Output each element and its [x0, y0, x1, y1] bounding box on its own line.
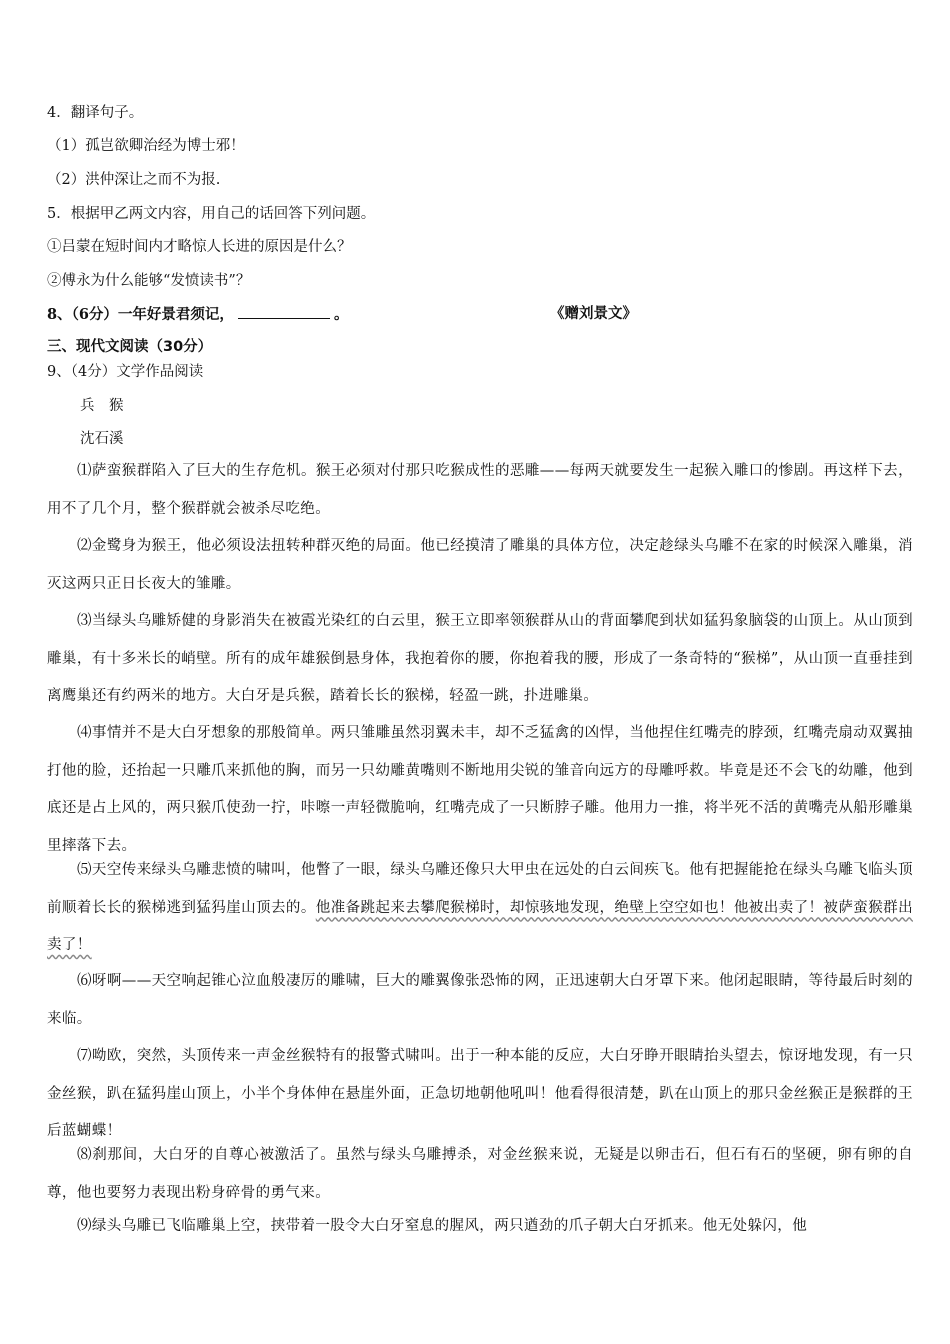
- story-paragraph-6: ⑹呀啊——天空响起锥心泣血般凄厉的雕啸，巨大的雕翼像张恐怖的网，正迅速朝大白牙罩下来。他闭起眼睛，等待最后时刻的来临。: [47, 973, 913, 1027]
- q5-question-b: ②傅永为什么能够“发愤读书”？: [47, 273, 251, 289]
- q5-heading: 5．根据甲乙两文内容，用自己的话回答下列问题。: [47, 206, 376, 222]
- q4-sentence-2: （2）洪仲深让之而不为报.: [47, 172, 221, 188]
- story-paragraph-9: ⑼绿头乌雕已飞临雕巢上空，挟带着一股令大白牙窒息的腥风，两只遒劲的爪子朝大白牙抓来。他无处躲闪，他: [77, 1218, 808, 1234]
- section-3-heading: 三、现代文阅读（30分）: [47, 339, 213, 355]
- q4-heading: 4．翻译句子。: [47, 105, 144, 121]
- story-paragraph-8: ⑻刹那间，大白牙的自尊心被激活了。虽然与绿头乌雕搏杀，对金丝猴来说，无疑是以卵击石，但石有石的坚硬，卵有卵的自尊，他也要努力表现出粉身碎骨的勇气来。: [47, 1147, 913, 1201]
- q8-line: [47, 304, 348, 325]
- story-title: 兵 猴: [80, 398, 124, 414]
- q8-suffix: 。: [333, 306, 349, 323]
- story-paragraph-5: ⑸天空传来绿头乌雕悲愤的啸叫，他瞥了一眼，绿头乌雕还像只大甲虫在远处的白云间疾飞。他有把握能抢在绿头乌雕飞临头顶前顺着长长的猴梯逃到猛犸崖山顶去的。他准备跳起来去攀爬猴梯时，却惊骇地发现，绝壁上空空如也！他被出卖了！被萨蛮猴群出卖了！: [47, 862, 913, 953]
- q8-source: 《赠刘景文》: [550, 305, 637, 322]
- q4-sentence-1: （1）孤岂欲卿治经为博士邪！: [47, 138, 245, 154]
- story-paragraph-1: ⑴萨蛮猴群陷入了巨大的生存危机。猴王必须对付那只吃猴成性的恶雕——每两天就要发生一起猴入雕口的惨剧。再这样下去，用不了几个月，整个猴群就会被杀尽吃绝。: [47, 463, 913, 517]
- story-paragraph-4: ⑷事情并不是大白牙想象的那般简单。两只雏雕虽然羽翼未丰，却不乏猛禽的凶悍，当他捏住红嘴壳的脖颈，红嘴壳扇动双翼抽打他的脸，还抬起一只雕爪来抓他的胸，而另一只幼雕黄嘴则不断地用尖锐的雏音向远方的母雕呼救。毕竟是还不会飞的幼雕，他到底还是占上风的，两只猴爪使劲一拧，咔嚓一声轻微脆响，红嘴壳成了一只断脖子雕。他用力一推，将半死不活的黄嘴壳从船形雕巢里摔落下去。: [47, 725, 913, 854]
- q9-heading: 9、（4分）文学作品阅读: [47, 364, 204, 380]
- story-author: 沈石溪: [80, 431, 124, 447]
- story-paragraph-2: ⑵金鹭身为猴王，他必须设法扭转种群灭绝的局面。他已经摸清了雕巢的具体方位，决定趁绿头乌雕不在家的时候深入雕巢，消灭这两只正日长夜大的雏雕。: [47, 538, 913, 592]
- q8-answer-blank: [238, 304, 330, 319]
- story-paragraph-5-marked: 他准备跳起来去攀爬猴梯时，却惊骇地发现，绝壁上空空如也！他被出卖了！被萨蛮猴群出卖了！: [47, 899, 913, 953]
- q5-question-a: ①吕蒙在短时间内才略惊人长进的原因是什么？: [47, 239, 352, 255]
- story-paragraph-3: ⑶当绿头乌雕矫健的身影消失在被霞光染红的白云里，猴王立即率领猴群从山的背面攀爬到状如猛犸象脑袋的山顶上。从山顶到雕巢，有十多米长的峭壁。所有的成年雄猴倒悬身体，我抱着你的腰，你抱着我的腰，形成了一条奇特的“猴梯”，从山顶一直垂挂到离鹰巢还有约两米的地方。大白牙是兵猴，踏着长长的猴梯，轻盈一跳，扑进雕巢。: [47, 613, 913, 704]
- q8-prefix: 8、（6分）一年好景君须记，: [47, 306, 234, 323]
- story-paragraph-7: ⑺呦欧，突然，头顶传来一声金丝猴特有的报警式啸叫。出于一种本能的反应，大白牙睁开眼睛抬头望去，惊讶地发现，有一只金丝猴，趴在猛犸崖山顶上，小半个身体伸在悬崖外面，正急切地朝他吼叫！他看得很清楚，趴在山顶上的那只金丝猴正是猴群的王后蓝蝴蝶！: [47, 1048, 913, 1139]
